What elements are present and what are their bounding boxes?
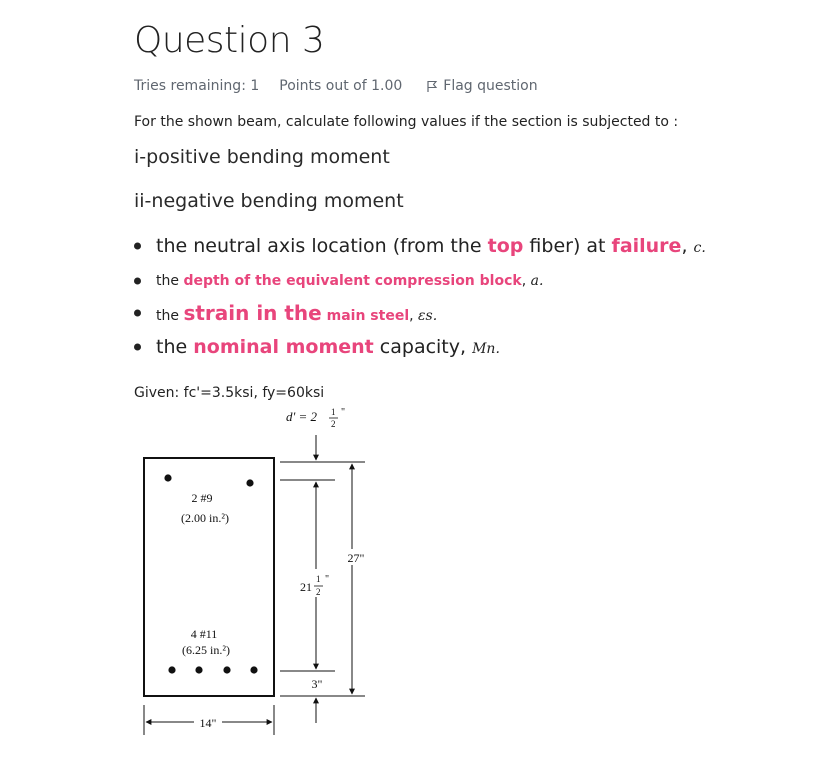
flag-icon [426, 80, 438, 93]
svg-text:": " [341, 407, 346, 418]
bullet-dot [134, 310, 141, 317]
question-intro: For the shown beam, calculate following values if the section is subjected to : [134, 114, 679, 130]
bullet-dot [134, 243, 141, 250]
top-bar [164, 474, 171, 481]
top-steel-bars: 2 #9 [191, 491, 213, 505]
beam-section-diagram [120, 405, 390, 745]
part-ii: ii-negative bending moment [134, 190, 404, 212]
part-i: i-positive bending moment [134, 146, 390, 168]
bottom-bar [223, 666, 230, 673]
bottom-bar [195, 666, 202, 673]
bullet-dot [134, 278, 141, 285]
cover-label: 3" [311, 677, 323, 691]
bottom-bar [250, 666, 257, 673]
points-out-of: Points out of 1.00 [279, 78, 403, 94]
d-prime-label: d' = 2 [286, 409, 318, 424]
top-bar [246, 479, 253, 486]
height-label: 27" [347, 551, 365, 565]
list-item-compression-block: the depth of the equivalent compression block, a. [134, 266, 774, 296]
d-fraction-den: 2 [316, 587, 321, 597]
bottom-bar [168, 666, 175, 673]
flag-question-link[interactable] [426, 78, 537, 94]
d-whole-label: 21 [300, 580, 312, 594]
question-list [134, 226, 774, 364]
list-item-nominal-moment: the nominal moment capacity, Mn. [134, 330, 774, 364]
bottom-steel-bars: 4 #11 [190, 627, 218, 641]
d-prime-fraction-num: 1 [331, 407, 336, 417]
bottom-steel-area: (6.25 in.²) [182, 643, 230, 657]
tries-remaining: Tries remaining: 1 [134, 78, 260, 94]
list-item-neutral-axis: the neutral axis location (from the top fiber) at failure, c. [134, 226, 774, 266]
given-values: Given: fc'=3.5ksi, fy=60ksi [134, 385, 325, 401]
top-steel-area: (2.00 in.²) [181, 511, 229, 525]
question-meta [134, 78, 538, 94]
width-label: 14" [199, 716, 217, 730]
flag-question-label: Flag question [443, 78, 538, 94]
bullet-dot [134, 344, 141, 351]
svg-text:": " [325, 574, 330, 585]
question-title: Question 3 [134, 20, 325, 61]
d-fraction-num: 1 [316, 574, 321, 584]
list-item-steel-strain: the strain in the main steel, εs. [134, 296, 774, 330]
d-prime-fraction-den: 2 [331, 419, 336, 429]
